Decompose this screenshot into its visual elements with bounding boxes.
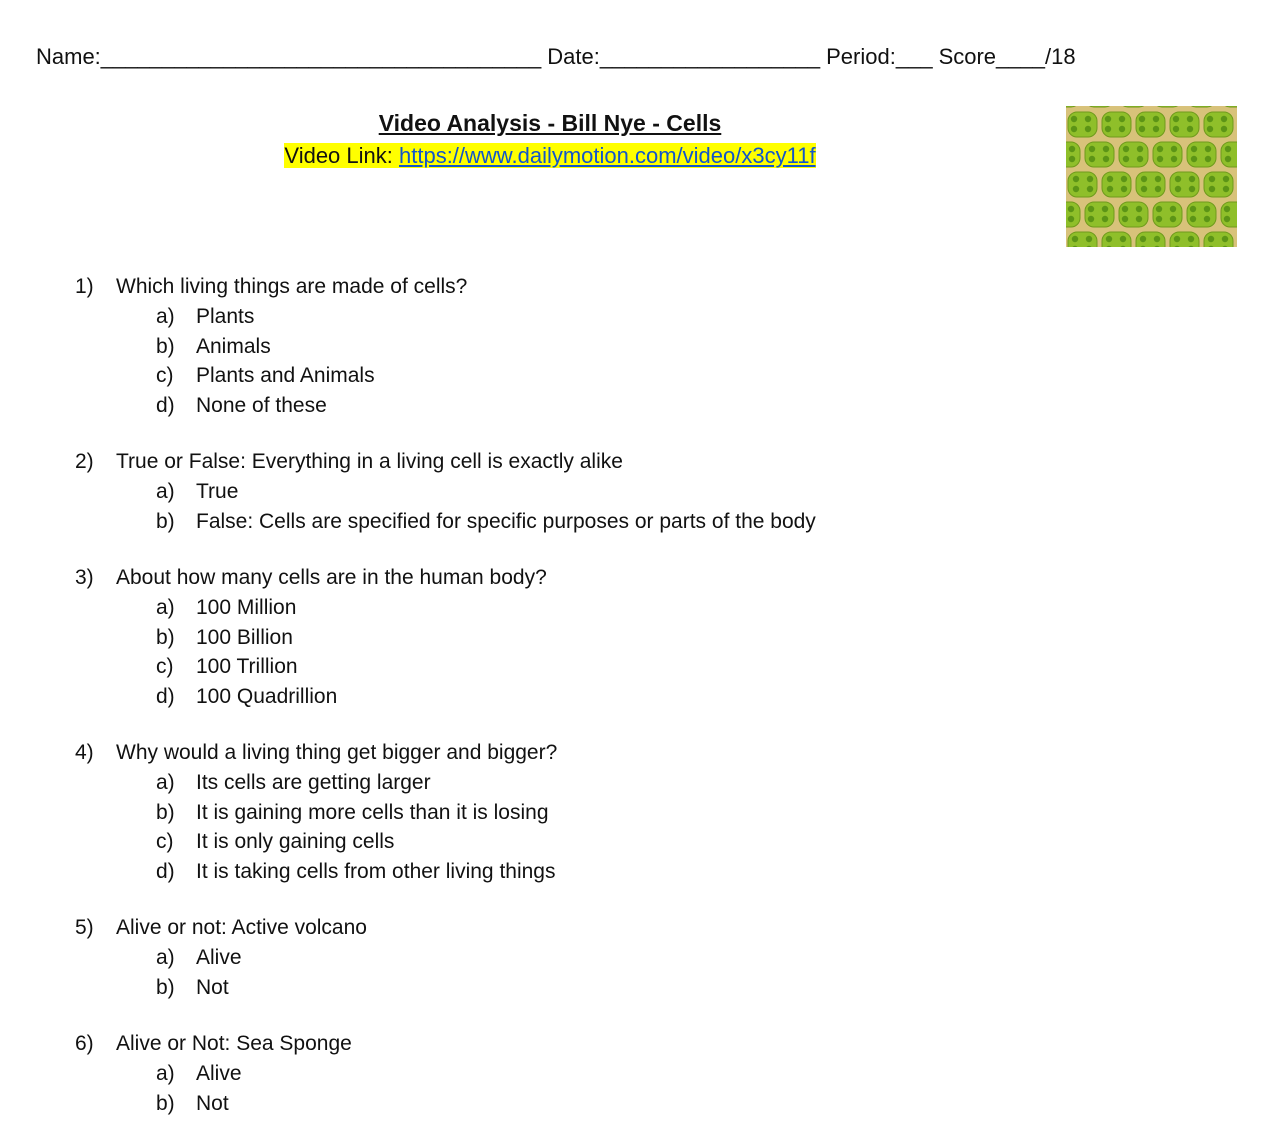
option-letter: c): [156, 364, 174, 387]
option-text: It is gaining more cells than it is losing: [196, 800, 549, 824]
question-number: 3): [75, 566, 94, 589]
header-fields: [36, 44, 1240, 70]
answer-option[interactable]: [0, 827, 1280, 857]
answer-option[interactable]: [0, 623, 1280, 653]
question-number: 4): [75, 741, 94, 764]
question-number: 6): [75, 1032, 94, 1055]
option-text: Alive: [196, 946, 242, 969]
answer-option[interactable]: [0, 857, 1280, 887]
answer-option[interactable]: [0, 973, 1280, 1003]
answer-option[interactable]: [0, 1059, 1280, 1089]
option-letter: a): [156, 596, 175, 619]
option-letter: c): [156, 655, 174, 678]
answer-option[interactable]: [0, 507, 1280, 537]
option-text: Not: [196, 1091, 229, 1115]
question-text: About how many cells are in the human body?: [116, 566, 547, 589]
plant-cells-image: [1066, 106, 1237, 247]
option-letter: d): [156, 859, 175, 883]
option-text: Its cells are getting larger: [196, 771, 431, 794]
option-letter: b): [156, 1091, 175, 1115]
question-text: Alive or Not: Sea Sponge: [116, 1032, 352, 1055]
answer-option[interactable]: [0, 593, 1280, 623]
question-5: [0, 913, 1280, 1002]
answer-option[interactable]: [0, 1089, 1280, 1119]
score-label: Score: [938, 44, 997, 69]
name-field[interactable]: ____________________________________: [100, 44, 542, 69]
option-text: It is taking cells from other living things: [196, 859, 556, 883]
answer-option[interactable]: [0, 682, 1280, 712]
option-text: Animals: [196, 334, 271, 358]
page-title: Video Analysis - Bill Nye - Cells: [378, 110, 722, 136]
option-letter: b): [156, 975, 175, 999]
video-link-line: [0, 143, 1100, 169]
option-letter: b): [156, 509, 175, 533]
option-letter: a): [156, 1062, 175, 1085]
score-total: /18: [1045, 44, 1076, 69]
question-text: Alive or not: Active volcano: [116, 916, 367, 939]
question-6: [0, 1029, 1280, 1118]
question-line: [0, 913, 1280, 943]
option-letter: b): [156, 334, 175, 358]
date-field[interactable]: __________________: [599, 44, 821, 69]
name-label: Name:: [36, 44, 101, 69]
answer-option[interactable]: [0, 332, 1280, 362]
question-number: 5): [75, 916, 94, 939]
option-letter: d): [156, 684, 175, 708]
option-text: It is only gaining cells: [196, 830, 395, 853]
question-line: [0, 1029, 1280, 1059]
answer-option[interactable]: [0, 302, 1280, 332]
option-text: Plants and Animals: [196, 364, 375, 387]
score-field[interactable]: ____: [996, 44, 1045, 69]
answer-option[interactable]: [0, 943, 1280, 973]
option-letter: d): [156, 393, 175, 417]
question-line: [0, 447, 1280, 477]
period-label: Period:: [826, 44, 896, 69]
option-text: 100 Quadrillion: [196, 684, 338, 708]
option-letter: b): [156, 800, 175, 824]
answer-option[interactable]: [0, 798, 1280, 828]
question-4: [0, 738, 1280, 886]
question-list: [0, 272, 1280, 1145]
date-label: Date:: [547, 44, 600, 69]
option-text: True: [196, 480, 239, 503]
plant-cells-icon: [1066, 106, 1237, 247]
answer-option[interactable]: [0, 391, 1280, 421]
question-text: Why would a living thing get bigger and bigger?: [116, 741, 558, 764]
option-text: 100 Trillion: [196, 655, 298, 678]
answer-option[interactable]: [0, 768, 1280, 798]
period-field[interactable]: ___: [895, 44, 933, 69]
question-2: [0, 447, 1280, 536]
option-text: None of these: [196, 393, 327, 417]
video-link[interactable]: https://www.dailymotion.com/video/x3cy11f: [399, 143, 816, 168]
video-link-label: Video Link:: [284, 143, 399, 168]
question-1: [0, 272, 1280, 420]
option-text: 100 Billion: [196, 625, 293, 649]
option-letter: a): [156, 480, 175, 503]
option-letter: a): [156, 771, 175, 794]
option-letter: c): [156, 830, 174, 853]
answer-option[interactable]: [0, 477, 1280, 507]
question-line: [0, 272, 1280, 302]
option-text: Alive: [196, 1062, 242, 1085]
answer-option[interactable]: [0, 361, 1280, 391]
title-block: [0, 110, 1100, 169]
option-letter: a): [156, 305, 175, 328]
option-letter: b): [156, 625, 175, 649]
video-link-highlight: [284, 143, 815, 168]
option-text: Plants: [196, 305, 255, 328]
answer-option[interactable]: [0, 652, 1280, 682]
option-text: 100 Million: [196, 596, 297, 619]
option-text: Not: [196, 975, 229, 999]
question-text: True or False: Everything in a living cell is exactly alike: [116, 450, 623, 473]
question-line: [0, 563, 1280, 593]
question-number: 2): [75, 450, 94, 473]
question-3: [0, 563, 1280, 711]
option-letter: a): [156, 946, 175, 969]
question-line: [0, 738, 1280, 768]
question-text: Which living things are made of cells?: [116, 275, 468, 298]
question-number: 1): [75, 275, 94, 298]
option-text: False: Cells are specified for specific purposes or parts of the body: [196, 509, 816, 533]
